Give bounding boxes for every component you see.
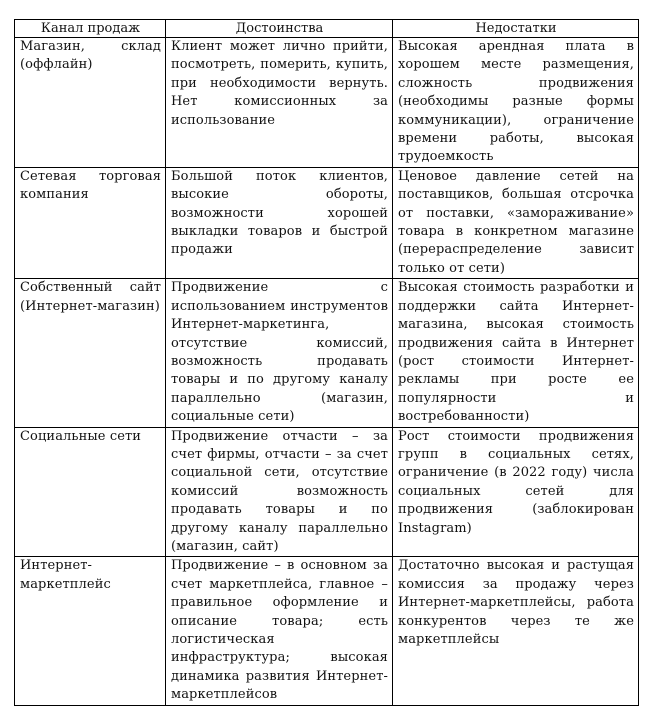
channel-text: Собственный сайт (Интернет-магазин) [20,280,161,314]
advantages-text: Продвижение отчасти – за счет фирмы, отчасти – за счет социальной сети, отсутствие комиссий возможность продавать товары и по другому каналу параллельно (магазин, сайт) [171,428,388,554]
channel-cell [15,427,166,557]
advantages-text: Клиент может лично прийти, посмотреть, померить, купить, при необходимости вернуть. Нет комиссионных за использование [171,39,388,128]
table-row [15,557,639,705]
disadvantages-cell [393,427,639,557]
table-row [15,38,639,168]
channel-text: Социальные сети [20,428,142,444]
disadvantages-text: Ценовое давление сетей на поставщиков, большая отсрочка от поставки, «замораживание» товара в конкретном магазине (перераспределение зависит только от сети) [398,168,634,276]
advantages-cell [166,279,393,427]
advantages-text: Продвижение с использованием инструментов Интернет-маркетинга, отсутствие комиссий, возможность продавать товары и по другому каналу параллельно (магазин, социальные сети) [171,280,388,425]
advantages-cell [166,427,393,557]
channel-cell [15,557,166,705]
channel-cell [15,167,166,278]
disadvantages-text: Высокая арендная плата в хорошем месте размещения, сложность продвижения (необходимы разные формы коммуникации), ограничение времени работы, высокая трудоемкость [398,39,634,165]
advantages-text: Большой поток клиентов, высокие обороты, возможности хорошей выкладки товаров и быстрой продажи [171,168,388,258]
channel-cell [15,279,166,427]
table-header-row [15,20,639,38]
header-disadvantages: Недостатки [393,20,639,38]
header-channel: Канал продаж [15,20,166,38]
header-advantages: Достоинства [166,20,393,38]
table-row [15,279,639,427]
channel-text: Магазин, склад (оффлайн) [20,39,161,73]
channel-cell [15,38,166,168]
disadvantages-cell [393,167,639,278]
table-row [15,427,639,557]
advantages-cell [166,38,393,168]
advantages-cell [166,167,393,278]
channel-text: Сетевая торговая компания [20,168,161,203]
disadvantages-cell [393,557,639,705]
advantages-cell [166,557,393,705]
sales-channels-table [14,19,639,706]
disadvantages-text: Рост стоимости продвижения групп в социальных сетях, ограничение (в 2022 году) числа социальных сетей для продвижения (заблокирован Instagram) [398,428,634,536]
table-row [15,167,639,278]
disadvantages-cell [393,279,639,427]
disadvantages-text: Достаточно высокая и растущая комиссия за продажу через Интернет-маркетплейсы, работа конкурентов через те же маркетплейсы [398,558,634,647]
channel-text: Интернет-маркетплейс [20,558,111,592]
disadvantages-cell [393,38,639,168]
disadvantages-text: Высокая стоимость разработки и поддержки сайта Интернет-магазина, высокая стоимость продвижения сайта в Интернет (рост стоимости Интернет-рекламы при росте ее популярности и востребованности) [398,280,634,425]
advantages-text: Продвижение – в основном за счет маркетплейса, главное – правильное оформление и описание товара; есть логистическая инфраструктура; высокая динамика развития Интернет-маркетплейсов [171,558,388,703]
